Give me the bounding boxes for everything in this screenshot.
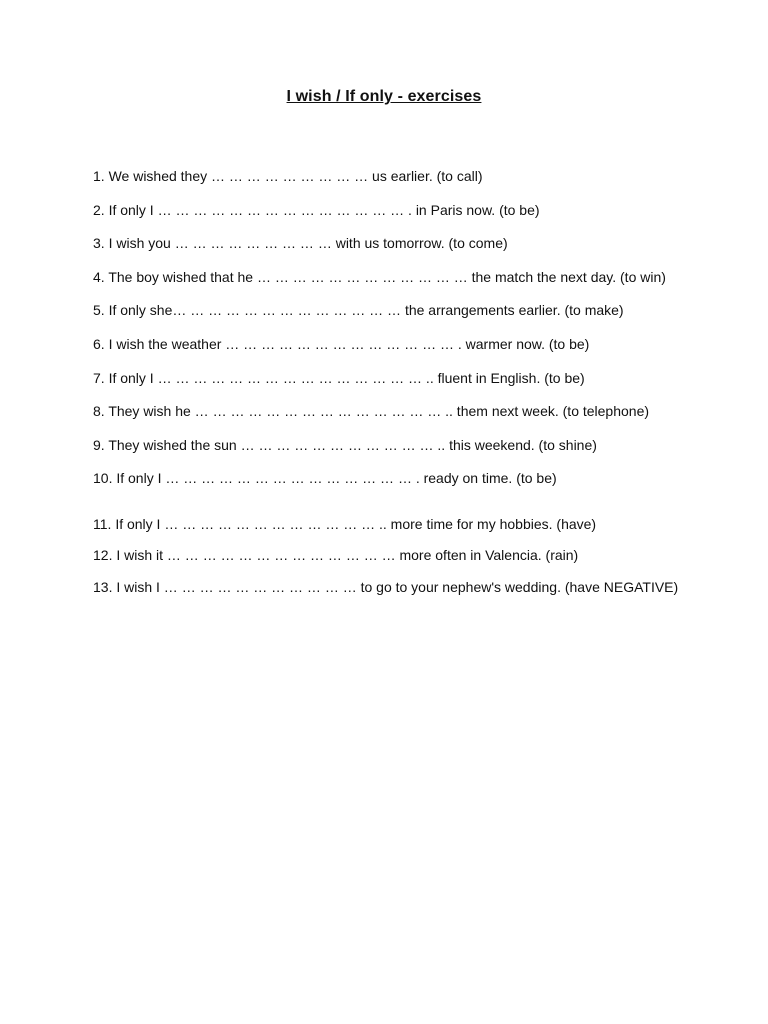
exercise-item-8: 8. They wish he … … … … … … … … … … … … … … .. them next week. (to telephone) xyxy=(93,403,650,419)
exercise-item-9: 9. They wished the sun … … … … … … … … … … … .. this weekend. (to shine) xyxy=(93,437,597,453)
exercise-item-4: 4. The boy wished that he … … … … … … … … … … … … the match the next day. (to win) xyxy=(93,269,666,285)
exercise-item-11: 11. If only I … … … … … … … … … … … … .. more time for my hobbies. (have) xyxy=(93,516,597,532)
exercise-item-7: 7. If only I … … … … … … … … … … … … … … … .. fluent in English. (to be) xyxy=(93,370,585,386)
exercise-item-5: 5. If only she… … … … … … … … … … … … … the arrangements earlier. (to make) xyxy=(93,302,624,318)
exercise-item-10: 10. If only I … … … … … … … … … … … … … … . ready on time. (to be) xyxy=(93,470,557,486)
exercise-item-3: 3. I wish you … … … … … … … … … with us tomorrow. (to come) xyxy=(93,235,508,251)
exercise-item-6: 6. I wish the weather … … … … … … … … … … … … … . warmer now. (to be) xyxy=(93,336,590,352)
exercise-item-13: 13. I wish I … … … … … … … … … … … to go to your nephew's wedding. (have NEGATIVE) xyxy=(93,579,679,595)
exercise-item-12: 12. I wish it … … … … … … … … … … … … … more often in Valencia. (rain) xyxy=(93,547,579,563)
exercise-item-2: 2. If only I … … … … … … … … … … … … … … . in Paris now. (to be) xyxy=(93,202,540,218)
page-title: I wish / If only - exercises xyxy=(286,88,482,105)
exercise-item-1: 1. We wished they … … … … … … … … … us earlier. (to call) xyxy=(93,168,483,184)
